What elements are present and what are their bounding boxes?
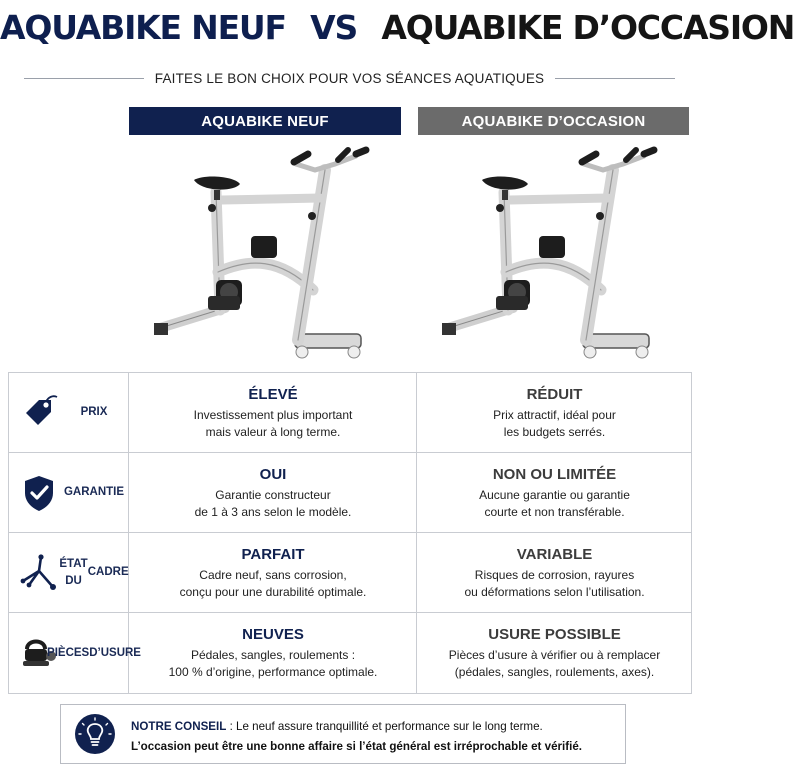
row-label-line: PIÈCES: [47, 646, 90, 659]
advice-text: [131, 717, 621, 758]
table-row: [9, 533, 691, 613]
cell-description-line: Aucune garantie ou garantie: [479, 488, 630, 502]
cell-description-line: Pédales, sangles, roulements :: [190, 648, 356, 662]
table-row: [9, 373, 691, 453]
cell-description-line: 100 % d’origine, performance optimale.: [168, 665, 378, 680]
cell-description-line: mais valeur à long terme.: [205, 425, 341, 440]
cell-description-line: de 1 à 3 ans selon le modèle.: [194, 505, 352, 520]
row-label-cell: [9, 613, 141, 693]
row-label-cell: [9, 373, 129, 452]
cell-heading: NEUVES: [242, 626, 304, 643]
row-label: PRIX: [80, 406, 108, 419]
cell-new: [130, 453, 417, 532]
comparison-table: [8, 372, 692, 694]
cell-new: [130, 373, 417, 452]
aquabike-neuf-image: [130, 140, 400, 368]
advice-box: [60, 704, 626, 764]
cell-old: [418, 373, 691, 452]
row-label-cell: [9, 453, 129, 532]
cell-new: [130, 533, 417, 612]
bike-frame-icon: [17, 551, 61, 595]
cell-description-line: Prix attractif, idéal pour: [493, 408, 616, 422]
cell-description-line: Risques de corrosion, rayures: [474, 568, 635, 582]
cell-heading: VARIABLE: [516, 546, 593, 563]
aquabike-occasion-image: [418, 140, 688, 368]
page-title: [0, 8, 794, 47]
cell-description-line: Garantie constructeur: [215, 488, 331, 502]
row-label-cell: [9, 533, 129, 612]
row-label-line: ÉTAT DU: [59, 557, 88, 587]
row-label-line: CADRE: [87, 566, 129, 579]
row-label-line: D’USURE: [89, 646, 141, 659]
subtitle: FAITES LE BON CHOIX POUR VOS SÉANCES AQUATIQUES: [154, 70, 545, 86]
cell-description-line: courte et non transférable.: [484, 505, 625, 520]
subtitle-row: [24, 68, 675, 88]
advice-title: NOTRE CONSEIL: [131, 720, 227, 733]
divider-right: [555, 78, 675, 79]
cell-heading: PARFAIT: [241, 546, 305, 563]
shield-check-icon: [17, 471, 61, 515]
cell-description-line: Investissement plus important: [193, 408, 353, 422]
cell-new: [130, 613, 417, 693]
advice-line-1: [131, 717, 621, 737]
advice-line-1-text: : Le neuf assure tranquillité et performance sur le long terme.: [226, 720, 543, 733]
column-header-old: AQUABIKE D’OCCASION: [418, 107, 689, 135]
cell-old: [418, 453, 691, 532]
cell-heading: OUI: [259, 466, 287, 483]
cell-description-line: les budgets serrés.: [503, 425, 606, 440]
cell-description-line: ou déformations selon l’utilisation.: [464, 585, 645, 600]
row-label: [47, 613, 141, 693]
cell-heading: RÉDUIT: [526, 386, 583, 403]
cell-heading: NON OU LIMITÉE: [492, 466, 617, 483]
cell-description-line: (pédales, sangles, roulements, axes).: [454, 665, 655, 680]
price-tag-icon: [17, 391, 61, 435]
cell-description-line: conçu pour une durabilité optimale.: [179, 585, 367, 600]
divider-left: [24, 78, 144, 79]
table-row: [9, 613, 691, 693]
cell-old: [418, 533, 691, 612]
title-old: AQUABIKE D’OCCASION: [381, 8, 794, 47]
cell-heading: USURE POSSIBLE: [488, 626, 621, 643]
title-vs: VS: [310, 8, 358, 47]
cell-heading: ÉLEVÉ: [248, 386, 298, 403]
cell-description-line: Pièces d’usure à vérifier ou à remplacer: [448, 648, 661, 662]
column-header-new: AQUABIKE NEUF: [129, 107, 401, 135]
title-new: AQUABIKE NEUF: [0, 8, 286, 47]
row-label: GARANTIE: [63, 486, 125, 499]
row-label: [61, 533, 127, 612]
lightbulb-icon: [75, 714, 115, 754]
cell-old: [418, 613, 691, 693]
table-row: [9, 453, 691, 533]
cell-description-line: Cadre neuf, sans corrosion,: [199, 568, 347, 582]
advice-line-2: L’occasion peut être une bonne affaire si l’état général est irréprochable et vérifié.: [131, 740, 583, 754]
